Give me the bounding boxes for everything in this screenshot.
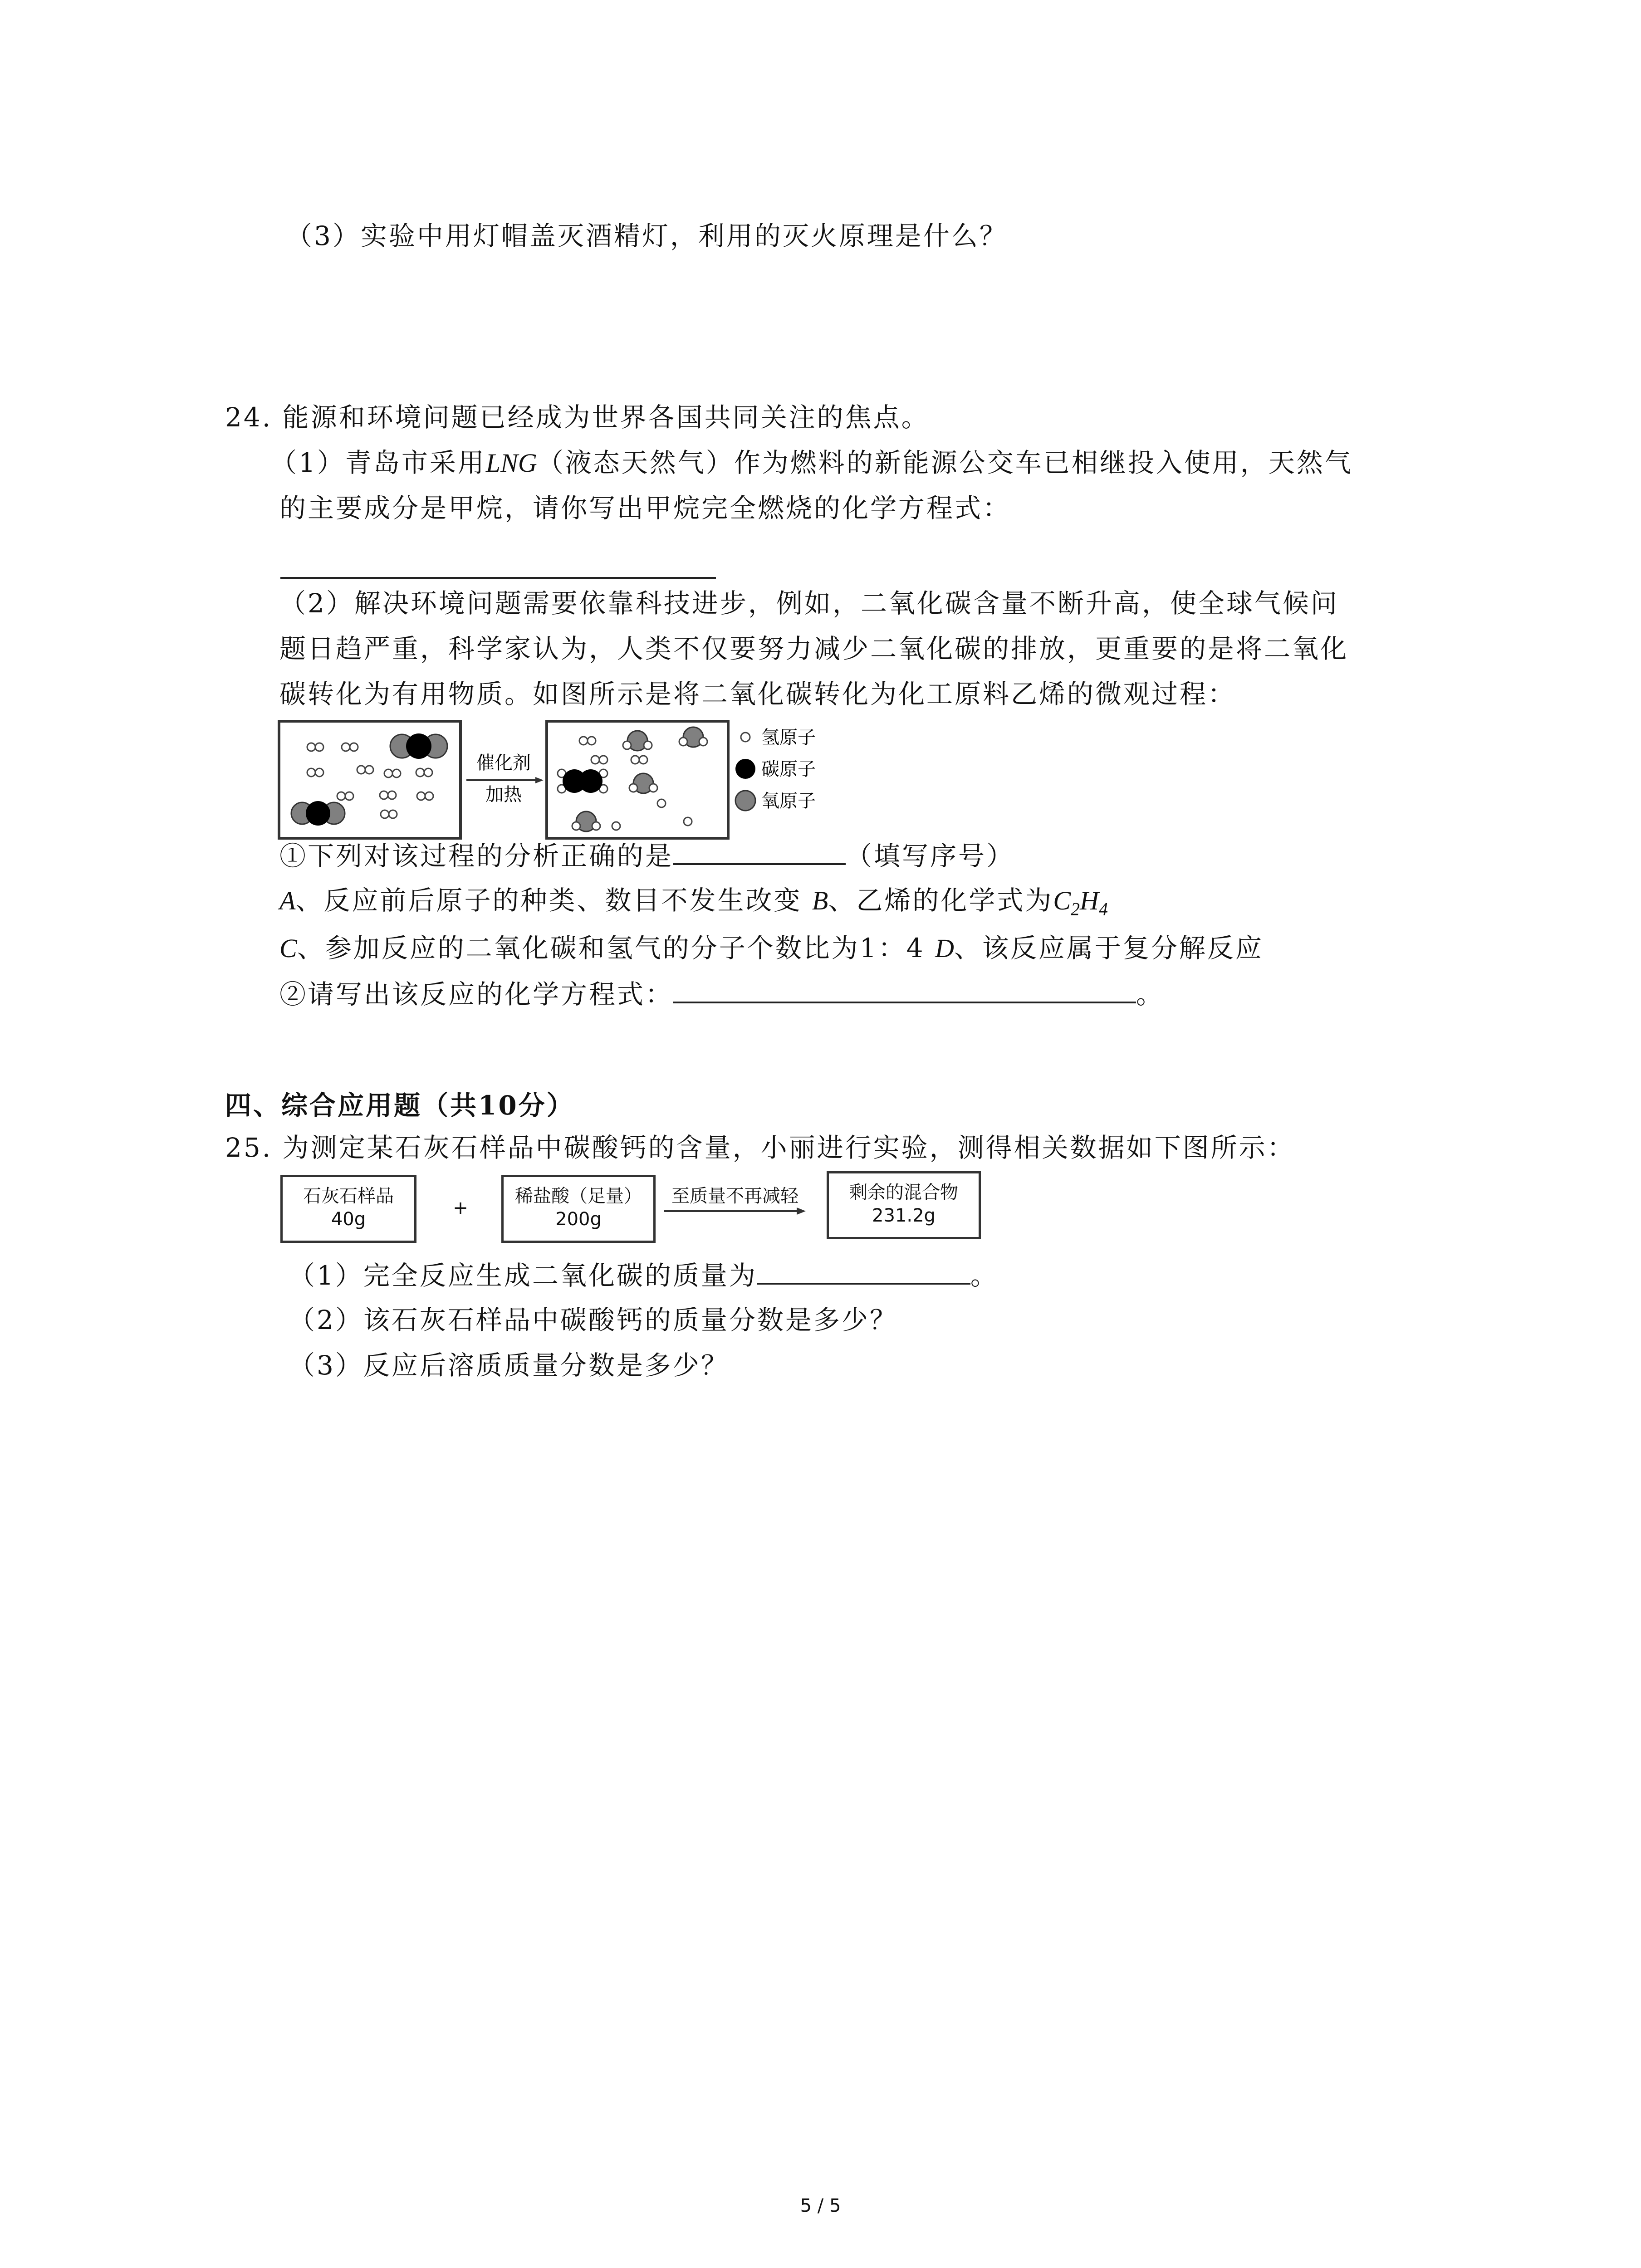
co2-molecule-top: [390, 733, 447, 759]
question-24-sub-2: ②请写出该反应的化学方程式： 。: [279, 975, 1164, 1012]
question-24-part-2-line-2: 题日趋严重，科学家认为，人类不仅要努力减少二氧化碳的排放，更重要的是将二氧化: [279, 633, 1349, 664]
answer-blank-methane-equation[interactable]: [280, 577, 716, 579]
arrow-heating-label: 加热: [485, 784, 522, 805]
answer-blank-co2-mass[interactable]: [757, 1256, 970, 1285]
option-c-text: 、参加反应的二氧化碳和氢气的分子个数比为1：4: [297, 933, 935, 963]
legend-oxygen: 氧原子: [761, 791, 816, 811]
process-arrow: [662, 1204, 808, 1218]
atom-legend: [735, 727, 816, 811]
hydrogen-atom-icon: [741, 733, 750, 742]
legend-carbon: 碳原子: [761, 759, 816, 780]
option-d-text: 、该反应属于复分解反应: [954, 933, 1264, 963]
arrow-catalyst-label: 催化剂: [476, 753, 531, 773]
part-1-text: （1）完全反应生成二氧化碳的质量为: [289, 1260, 757, 1291]
option-d-letter: D: [935, 934, 954, 963]
mixture-mass: 231.2g: [872, 1205, 936, 1226]
lng-term: LNG: [485, 448, 537, 478]
option-a-b: [279, 882, 1108, 928]
limestone-mass: 40g: [331, 1209, 366, 1230]
acid-mass: 200g: [555, 1209, 602, 1230]
option-c-d: [279, 930, 1264, 967]
option-b-text: 、乙烯的化学式为: [828, 885, 1053, 916]
page-number: 5 / 5: [800, 2195, 841, 2216]
section-4-heading: 四、综合应用题（共10分）: [225, 1090, 575, 1121]
option-a-text: 、反应前后原子的种类、数目不发生改变: [295, 885, 812, 916]
plus-sign: +: [453, 1198, 468, 1218]
answer-blank-analysis[interactable]: [673, 837, 846, 865]
question-25-part-1: （1）完全反应生成二氧化碳的质量为 。: [289, 1256, 999, 1294]
part-1-text-a: （1）青岛市采用: [270, 447, 486, 478]
limestone-label: 石灰石样品: [303, 1186, 394, 1207]
arrow-condition-label: 至质量不再减轻: [671, 1186, 798, 1207]
carbon-atom-icon: [735, 759, 755, 779]
question-23-part-3: （3）实验中用灯帽盖灭酒精灯，利用的灭火原理是什么？: [286, 220, 1008, 251]
ethylene-molecule: [558, 769, 607, 793]
co2-molecule-bottom: [291, 801, 345, 826]
ethylene-formula: $C_2H_4$: [1053, 886, 1108, 919]
option-b-letter: B: [812, 886, 828, 915]
sub-1-hint: （填写序号）: [846, 841, 1015, 871]
reaction-micro-diagram: [277, 719, 862, 841]
question-25-stem: 25. 为测定某石灰石样品中碳酸钙的含量，小丽进行实验，测得相关数据如下图所示：: [225, 1132, 1295, 1163]
legend-hydrogen: 氢原子: [761, 727, 816, 748]
option-c-letter: C: [279, 934, 297, 963]
question-24-part-1-line-2: 的主要成分是甲烷，请你写出甲烷完全燃烧的化学方程式：: [279, 493, 1011, 523]
part-1-text-b: （液态天然气）作为燃料的新能源公交车已相继投入使用，天然气: [537, 447, 1353, 478]
question-24-sub-1: [279, 837, 1014, 874]
question-24-part-1-line-1: [270, 445, 1353, 481]
answer-blank-reaction-equation[interactable]: [673, 975, 1136, 1003]
question-24-stem: 24. 能源和环境问题已经成为世界各国共同关注的焦点。: [225, 402, 930, 433]
question-25-part-2: （2）该石灰石样品中碳酸钙的质量分数是多少？: [289, 1305, 898, 1335]
sub-1-text: ①下列对该过程的分析正确的是: [279, 841, 674, 871]
question-25-part-3: （3）反应后溶质质量分数是多少？: [289, 1350, 729, 1381]
sub-2-text: ②请写出该反应的化学方程式：: [279, 979, 674, 1010]
question-24-part-2-line-3: 碳转化为有用物质。如图所示是将二氧化碳转化为化工原料乙烯的微观过程：: [279, 679, 1236, 709]
option-a-letter: A: [279, 886, 296, 915]
oxygen-atom-icon: [735, 791, 755, 811]
question-24-part-2-line-1: （2）解决环境问题需要依靠科技进步，例如，二氧化碳含量不断升高，使全球气候问: [279, 588, 1339, 619]
acid-label: 稀盐酸（足量）: [515, 1186, 642, 1207]
mixture-label: 剩余的混合物: [849, 1182, 958, 1203]
